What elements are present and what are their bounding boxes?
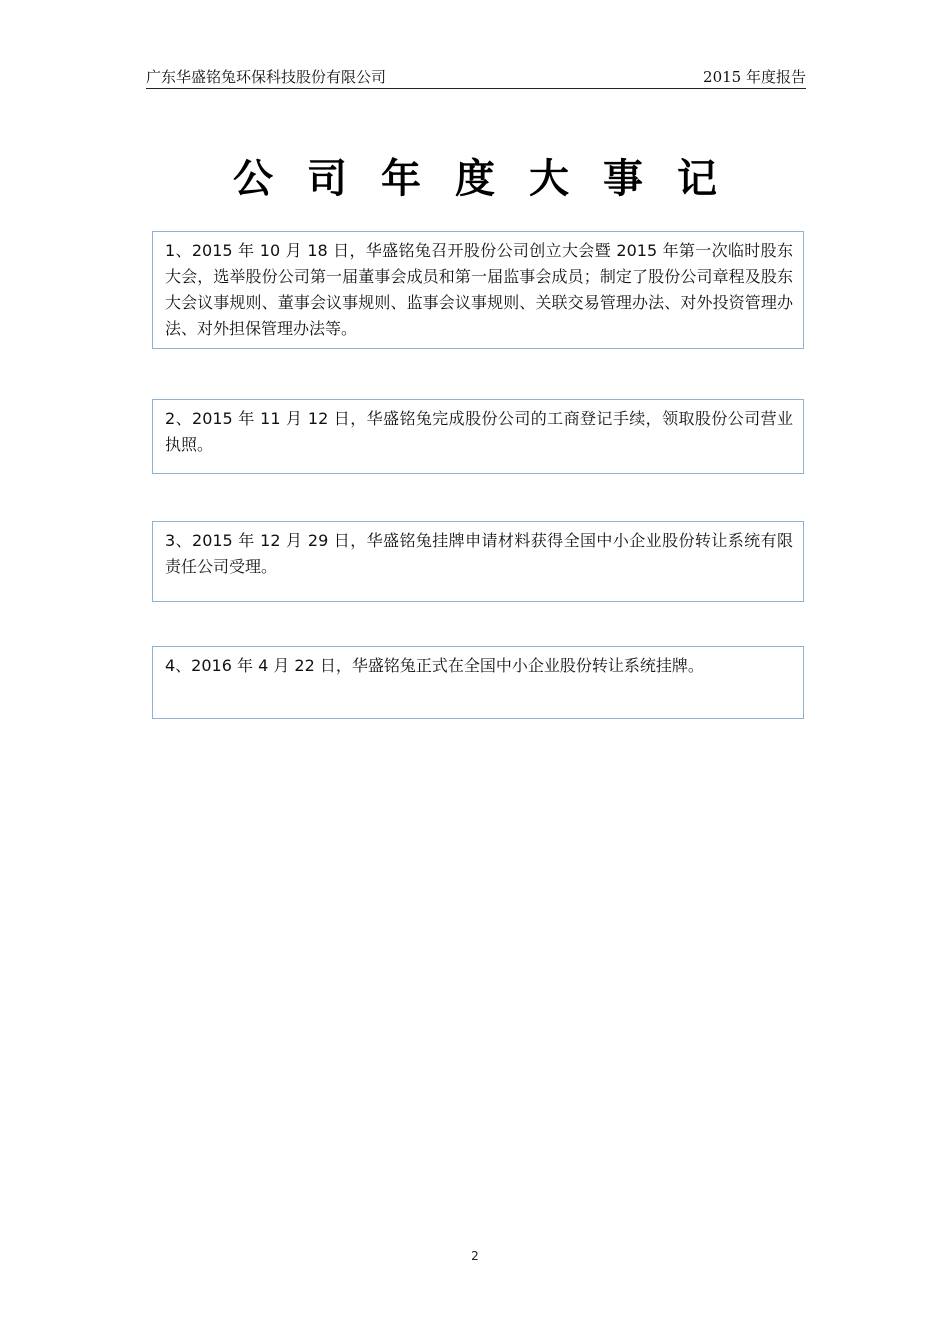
event-text-2: 2、2015 年 11 月 12 日，华盛铭兔完成股份公司的工商登记手续，领取股份公司营业执照。 bbox=[165, 409, 793, 454]
page-number: 2 bbox=[471, 1249, 479, 1263]
header-report-title: 2015 年度报告 bbox=[703, 68, 806, 86]
event-box-1 bbox=[152, 231, 804, 349]
event-box-2 bbox=[152, 399, 804, 474]
event-box-3 bbox=[152, 521, 804, 602]
page-title: 公司年度大事记 bbox=[233, 156, 751, 202]
page-header bbox=[146, 66, 806, 89]
event-text-4: 4、2016 年 4 月 22 日，华盛铭兔正式在全国中小企业股份转让系统挂牌。 bbox=[165, 656, 704, 675]
event-text-3: 3、2015 年 12 月 29 日，华盛铭兔挂牌申请材料获得全国中小企业股份转让系统有限责任公司受理。 bbox=[165, 531, 793, 576]
header-company-name: 广东华盛铭兔环保科技股份有限公司 bbox=[146, 68, 387, 86]
event-box-4 bbox=[152, 646, 804, 719]
event-text-1: 1、2015 年 10 月 18 日，华盛铭兔召开股份公司创立大会暨 2015 年第一次临时股东大会，选举股份公司第一届董事会成员和第一届监事会成员；制定了股份公司章程及股东大会议事规则、董事会议事规则、监事会议事规则、关联交易管理办法、对外投资管理办法、对外担保管理办法等。 bbox=[165, 241, 793, 338]
